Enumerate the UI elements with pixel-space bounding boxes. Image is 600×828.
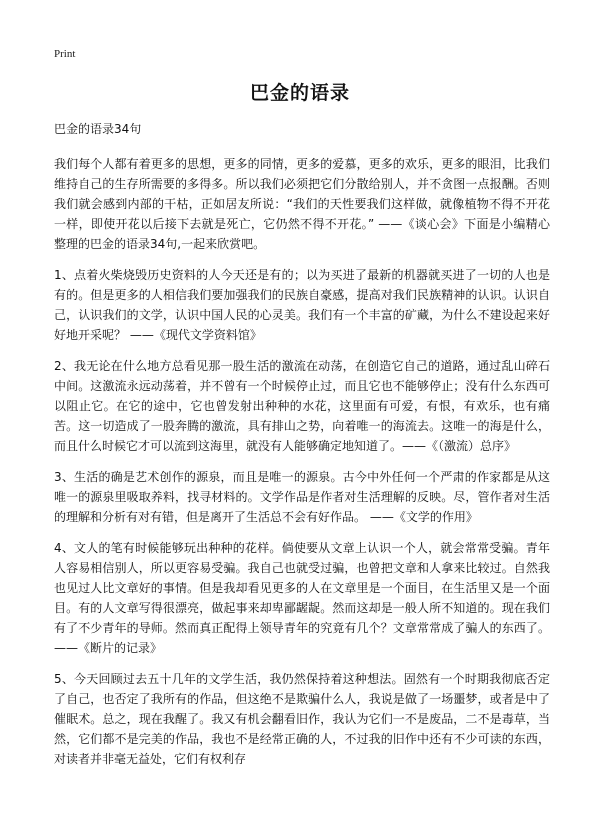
print-link[interactable]: Print	[54, 48, 76, 60]
article-body	[54, 120, 550, 780]
article-subtitle: 巴金的语录34句	[54, 122, 142, 136]
intro-paragraph: 我们每个人都有着更多的思想，更多的同情，更多的爱慕，更多的欢乐，更多的眼泪，比我们维持自己的生存所需要的多得多。所以我们必须把它们分散给别人，并不贪图一点报酬。否则我们就会感到内部的干枯，正如居友所说：“我们的天性要我们这样做，就像植物不得不开花一样，即使开花以后接下去就是死亡，它仍然不得不开花。” ——《谈心会》下面是小编精心整理的巴金的语录34句,一起来欣赏吧。	[54, 157, 550, 251]
quote-paragraph-2: 2、我无论在什么地方总看见那一股生活的激流在动荡，在创造它自己的道路，通过乱山碎石中间。这激流永远动荡着，并不曾有一个时候停止过，而且它也不能够停止；没有什么东西可以阻止它。在它的途中，它也曾发射出种种的水花，这里面有可爱，有恨，有欢乐，也有痛苦。这一切造成了一股奔腾的激流，具有排山之势，向着唯一的海流去。这唯一的海是什么，而且什么时候它才可以流到这海里，就没有人能够确定地知道了。——《（激流）总序》	[54, 359, 550, 453]
quote-paragraph-1: 1、点着火柴烧毁历史资料的人今天还是有的；以为买进了最新的机器就买进了一切的人也是有的。但是更多的人相信我们要加强我们的民族自豪感，提高对我们民族精神的认识。认识自己，认识我们的文学，认识中国人民的心灵美。我们有一个丰富的矿藏，为什么不建设起来好好地开采呢？ ——《现代文学资料馆》	[54, 268, 550, 342]
quote-paragraph-3: 3、生活的确是艺术创作的源泉，而且是唯一的源泉。古今中外任何一个严肃的作家都是从这唯一的源泉里吸取养料，找寻材料的。文学作品是作者对生活理解的反映。尽，管作者对生活的理解和分析有对有错，但是离开了生活总不会有好作品。 ——《文学的作用》	[54, 470, 550, 524]
quote-paragraph-4: 4、文人的笔有时候能够玩出种种的花样。倘使要从文章上认识一个人，就会常常受骗。青年人容易相信别人，所以更容易受骗。我自己也就受过骗，也曾把文章和人拿来比较过。自然我也见过人比文章好的事情。但是我却看见更多的人在文章里是一个面目，在生活里又是一个面目。有的人文章写得很漂亮，做起事来却卑鄙龌龊。然而这却是一般人所不知道的。现在我们有了不少青年的导师。然而真正配得上领导青年的究竟有几个？文章常常成了骗人的东西了。 ——《断片的记录》	[54, 541, 550, 655]
page-title: 巴金的语录	[249, 82, 350, 104]
quote-paragraph-5: 5、今天回顾过去五十几年的文学生活，我仍然保持着这种想法。固然有一个时期我彻底否定了自己，也否定了我所有的作品，但这绝不是欺骗什么人，我说是做了一场噩梦，或者是中了催眠术。总之，现在我醒了。我又有机会翻看旧作，我认为它们一不是废品，二不是毒草，当然，它们都不是完美的作品，我也不是经常正确的人，不过我的旧作中还有不少可读的东西，对读者并非毫无益处，它们有权利存	[54, 672, 550, 766]
